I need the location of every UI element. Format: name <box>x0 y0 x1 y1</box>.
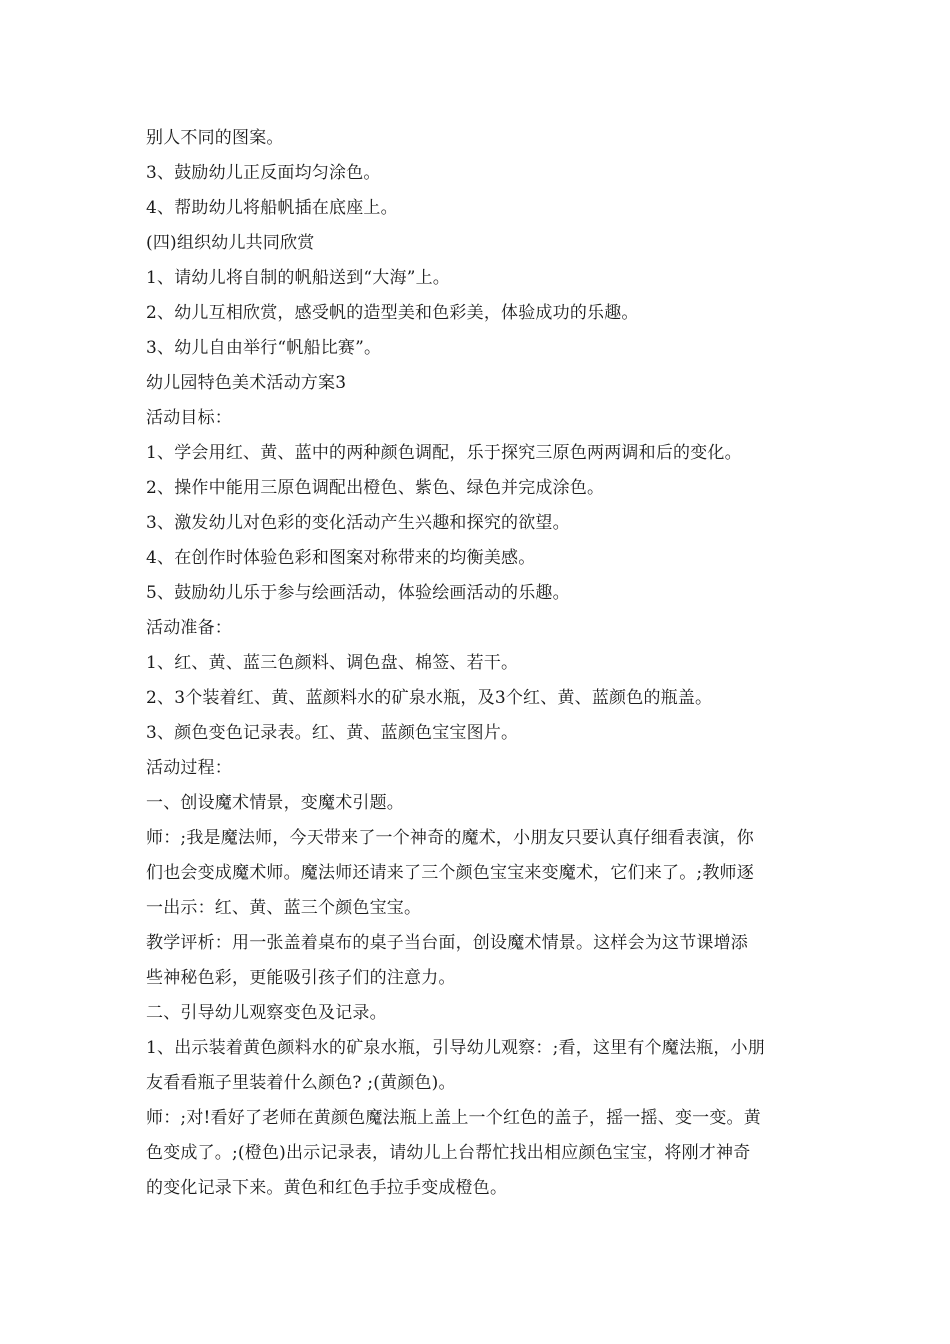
text-line: 3、颜色变色记录表。红、黄、蓝颜色宝宝图片。 <box>146 723 519 743</box>
section-heading: (四)组织幼儿共同欣赏 <box>146 233 315 253</box>
text-line: 二、引导幼儿观察变色及记录。 <box>146 1003 387 1023</box>
text-line: 些神秘色彩，更能吸引孩子们的注意力。 <box>146 968 456 988</box>
section-heading: 活动准备： <box>146 618 232 638</box>
text-line: 别人不同的图案。 <box>146 128 284 148</box>
text-line: 的变化记录下来。黄色和红色手拉手变成橙色。 <box>146 1178 508 1198</box>
document-page <box>146 121 808 1206</box>
text-line: 1、学会用红、黄、蓝中的两种颜色调配，乐于探究三原色两两调和后的变化。 <box>146 443 742 463</box>
text-line: 2、3个装着红、黄、蓝颜料水的矿泉水瓶，及3个红、黄、蓝颜色的瓶盖。 <box>146 688 713 708</box>
section-heading: 活动过程： <box>146 758 232 778</box>
text-line: 3、幼儿自由举行“帆船比赛”。 <box>146 338 382 358</box>
text-line: 1、红、黄、蓝三色颜料、调色盘、棉签、若干。 <box>146 653 519 673</box>
text-line: 一、创设魔术情景，变魔术引题。 <box>146 793 404 813</box>
text-line: 教学评析：用一张盖着桌布的桌子当台面，创设魔术情景。这样会为这节课增添 <box>146 933 748 953</box>
text-line: 友看看瓶子里装着什么颜色? ;(黄颜色)。 <box>146 1073 456 1093</box>
text-line: 4、在创作时体验色彩和图案对称带来的均衡美感。 <box>146 548 536 568</box>
text-line: 3、激发幼儿对色彩的变化活动产生兴趣和探究的欲望。 <box>146 513 570 533</box>
text-line: 2、操作中能用三原色调配出橙色、紫色、绿色并完成涂色。 <box>146 478 605 498</box>
text-line: 师：;我是魔法师，今天带来了一个神奇的魔术，小朋友只要认真仔细看表演，你 <box>146 828 754 848</box>
text-line: 一出示：红、黄、蓝三个颜色宝宝。 <box>146 898 422 918</box>
document-title: 幼儿园特色美术活动方案3 <box>146 373 347 393</box>
text-line: 3、鼓励幼儿正反面均匀涂色。 <box>146 163 381 183</box>
text-line: 5、鼓励幼儿乐于参与绘画活动，体验绘画活动的乐趣。 <box>146 583 570 603</box>
text-line: 们也会变成魔术师。魔法师还请来了三个颜色宝宝来变魔术，它们来了。;教师逐 <box>146 863 754 883</box>
section-heading: 活动目标： <box>146 408 232 428</box>
text-line: 2、幼儿互相欣赏，感受帆的造型美和色彩美，体验成功的乐趣。 <box>146 303 639 323</box>
text-line: 4、帮助幼儿将船帆插在底座上。 <box>146 198 398 218</box>
text-line: 1、出示装着黄色颜料水的矿泉水瓶，引导幼儿观察：;看，这里有个魔法瓶，小朋 <box>146 1038 765 1058</box>
text-line: 1、请幼儿将自制的帆船送到“大海”上。 <box>146 268 450 288</box>
text-line: 色变成了。;(橙色)出示记录表，请幼儿上台帮忙找出相应颜色宝宝，将刚才神奇 <box>146 1143 751 1163</box>
text-line: 师：;对!看好了老师在黄颜色魔法瓶上盖上一个红色的盖子，摇一摇、变一变。黄 <box>146 1108 761 1128</box>
